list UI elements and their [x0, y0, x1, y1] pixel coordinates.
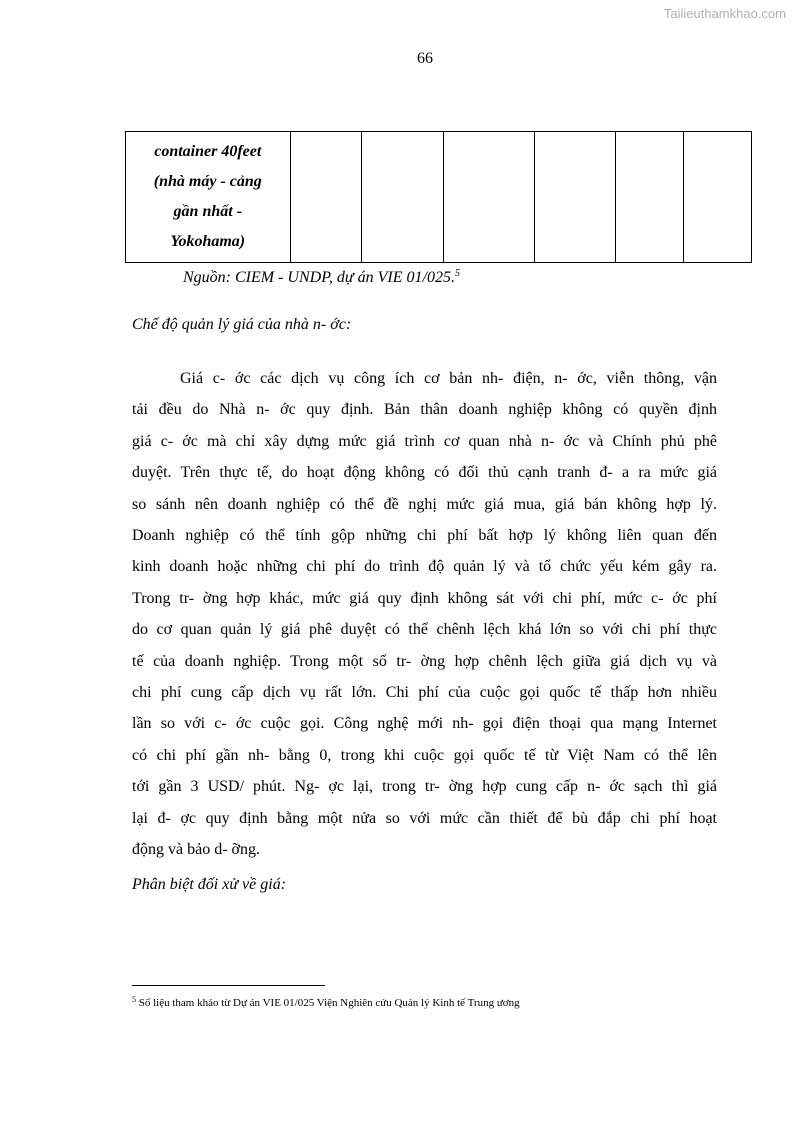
paragraph-line: có chi phí gần nh- bằng 0, trong khi cuộc gọi quốc tế từ Việt Nam có thể lên — [132, 746, 717, 764]
paragraph-line: kinh doanh hoặc những chi phí do trình độ quản lý và tổ chức yếu kém gây ra. — [132, 558, 717, 576]
table-cell-empty — [444, 132, 534, 263]
table-cell-item — [126, 132, 291, 263]
table-cell-empty — [534, 132, 615, 263]
cost-table — [125, 131, 752, 263]
paragraph-line: lần so với c- ớc cuộc gọi. Công nghệ mới nh- gọi điện thoại qua mạng Internet — [132, 715, 717, 733]
cell-line: container 40feet — [154, 143, 262, 160]
footnote — [132, 995, 520, 1009]
paragraph-line: tế của doanh nghiệp. Trong một số tr- ờng hợp chênh lệch giữa giá dịch vụ và — [132, 652, 717, 670]
cell-line: (nhà máy - cảng — [153, 173, 262, 190]
paragraph-line: do cơ quan quản lý giá phê duyệt có thể chênh lệch khá lớn so với chi phí thực — [132, 621, 717, 639]
paragraph-line: Giá c- ớc các dịch vụ công ích cơ bản nh- điện, n- ớc, viễn thông, vận — [180, 370, 717, 387]
table-cell-empty — [616, 132, 684, 263]
paragraph-line: tới gần 3 USD/ phút. Ng- ợc lại, trong tr- ờng hợp cung cấp n- ớc sạch thì giá — [132, 778, 717, 796]
footnote-divider — [132, 985, 325, 986]
paragraph-line: động và bảo d- ỡng. — [132, 841, 260, 859]
source-text: Nguồn: CIEM - UNDP, dự án VIE 01/025. — [183, 269, 455, 286]
body-paragraph — [132, 363, 717, 866]
section-heading: Chế độ quản lý giá của nhà n- ớc: — [132, 316, 352, 333]
table-cell-empty — [362, 132, 444, 263]
cell-line: gần nhất - — [173, 203, 243, 220]
paragraph-line: Trong tr- ờng hợp khác, mức giá quy định không sát với chi phí, mức c- ớc phí — [132, 589, 717, 607]
table-source — [183, 268, 460, 287]
footnote-number: 5 — [132, 995, 136, 1004]
table-cell-empty — [684, 132, 752, 263]
paragraph-line: Doanh nghiệp có thể tính gộp những chi phí bất hợp lý không liên quan đến — [132, 527, 717, 545]
paragraph-line: duyệt. Trên thực tế, do hoạt động không có đối thủ cạnh tranh đ- a ra mức giá — [132, 464, 717, 482]
section-heading: Phân biệt đối xử về giá: — [132, 876, 287, 893]
watermark: Tailieuthamkhao.com — [663, 6, 786, 21]
cell-line: Yokohama) — [170, 233, 246, 250]
table-row — [126, 132, 752, 263]
paragraph-line: so sánh nên doanh nghiệp có thể đề nghị mức giá mua, giá bán không hợp lý. — [132, 495, 717, 513]
paragraph-line: chi phí cung cấp dịch vụ rất lớn. Chi phí của cuộc gọi quốc tế thấp hơn nhiều — [132, 684, 717, 702]
footnote-text: Số liệu tham khảo từ Dự án VIE 01/025 Viện Nghiên cứu Quản lý Kinh tế Trung ương — [138, 997, 520, 1009]
paragraph-line: giá c- ớc mà chỉ xây dựng mức giá trình cơ quan nhà n- ớc và Chính phủ phê — [132, 432, 717, 450]
paragraph-line: lại đ- ợc quy định bằng một nửa so với mức cần thiết để bù đắp chi phí hoạt — [132, 809, 717, 827]
page-number: 66 — [417, 50, 433, 67]
footnote-ref: 5 — [454, 268, 460, 279]
table-cell-empty — [290, 132, 361, 263]
paragraph-line: tải đều do Nhà n- ớc quy định. Bản thân doanh nghiệp không có quyền định — [132, 401, 717, 419]
